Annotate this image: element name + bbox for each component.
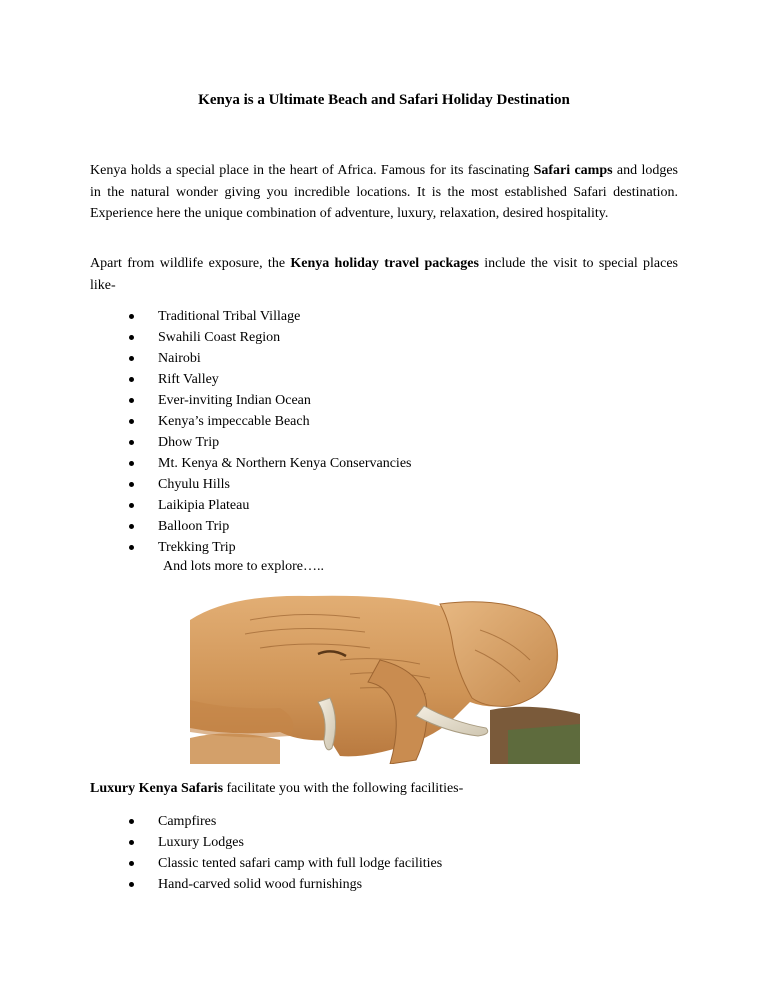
list-item (128, 369, 411, 390)
bullet-icon (129, 861, 134, 866)
luxury-paragraph (90, 778, 678, 800)
elephant-photo (190, 590, 580, 764)
bullet-icon (129, 819, 134, 824)
bullet-icon (129, 356, 134, 361)
facilities-list (128, 811, 442, 895)
list-item-text: Mt. Kenya & Northern Kenya Conservancies (158, 456, 412, 471)
list-item-text: Rift Valley (158, 372, 219, 387)
list-item (128, 832, 442, 853)
bullet-icon (129, 398, 134, 403)
list-item-text: Dhow Trip (158, 435, 220, 450)
packages-bold: Kenya holiday travel packages (290, 256, 479, 271)
packages-text-start: Apart from wildlife exposure, the (90, 256, 291, 271)
bullet-icon (129, 524, 134, 529)
list-item (128, 853, 442, 874)
list-item (128, 306, 411, 327)
list-item-text: Classic tented safari camp with full lodge facilities (158, 856, 443, 871)
bullet-icon (129, 840, 134, 845)
bullet-icon (129, 335, 134, 340)
list-item-text: Trekking Trip (158, 540, 236, 555)
luxury-safaris-bold: Luxury Kenya Safaris (90, 781, 224, 796)
list-item-text: Luxury Lodges (158, 835, 244, 850)
list-item-text: Laikipia Plateau (158, 498, 250, 513)
list-item-text: Chyulu Hills (158, 477, 230, 492)
list-item (128, 474, 411, 495)
list-item-text: Hand-carved solid wood furnishings (158, 877, 363, 892)
packages-paragraph (90, 253, 678, 296)
bullet-icon (129, 882, 134, 887)
list-item (128, 348, 411, 369)
luxury-text-end: facilitate you with the following facilities- (223, 781, 464, 796)
safari-camps-bold: Safari camps (533, 163, 613, 178)
list-item-text: Swahili Coast Region (158, 330, 281, 345)
list-item-text: Kenya’s impeccable Beach (158, 414, 310, 429)
list-item-text: Campfires (158, 814, 217, 829)
list-item-text: Balloon Trip (158, 519, 230, 534)
list-item (128, 874, 442, 895)
list-item (128, 495, 411, 516)
packages-text-end: include the visit to special places like- (90, 256, 678, 293)
bullet-icon (129, 503, 134, 508)
bullet-icon (129, 377, 134, 382)
list-item-text: Nairobi (158, 351, 201, 366)
intro-paragraph (90, 160, 678, 225)
list-item (128, 327, 411, 348)
list-item (128, 811, 442, 832)
list-item (128, 453, 411, 474)
list-item-text: Ever-inviting Indian Ocean (158, 393, 311, 408)
page-title: Kenya is a Ultimate Beach and Safari Holiday Destination (198, 92, 570, 108)
list-item (128, 516, 411, 537)
bullet-icon (129, 482, 134, 487)
list-item (128, 432, 411, 453)
bullet-icon (129, 545, 134, 550)
bullet-icon (129, 314, 134, 319)
intro-text-end: and lodges in the natural wonder giving you incredible locations. It is the most established Safari destination. Experience here the unique combination of adventure, luxury, relaxation, desired hospitality. (90, 163, 678, 221)
bullet-icon (129, 461, 134, 466)
list-item-text: Traditional Tribal Village (158, 309, 301, 324)
list-item (128, 411, 411, 432)
bullet-icon (129, 419, 134, 424)
more-to-explore-text: And lots more to explore….. (163, 559, 324, 574)
intro-text-start: Kenya holds a special place in the heart of Africa. Famous for its fascinating (90, 163, 534, 178)
list-item (128, 390, 411, 411)
places-list (128, 306, 411, 558)
bullet-icon (129, 440, 134, 445)
list-item (128, 537, 411, 558)
